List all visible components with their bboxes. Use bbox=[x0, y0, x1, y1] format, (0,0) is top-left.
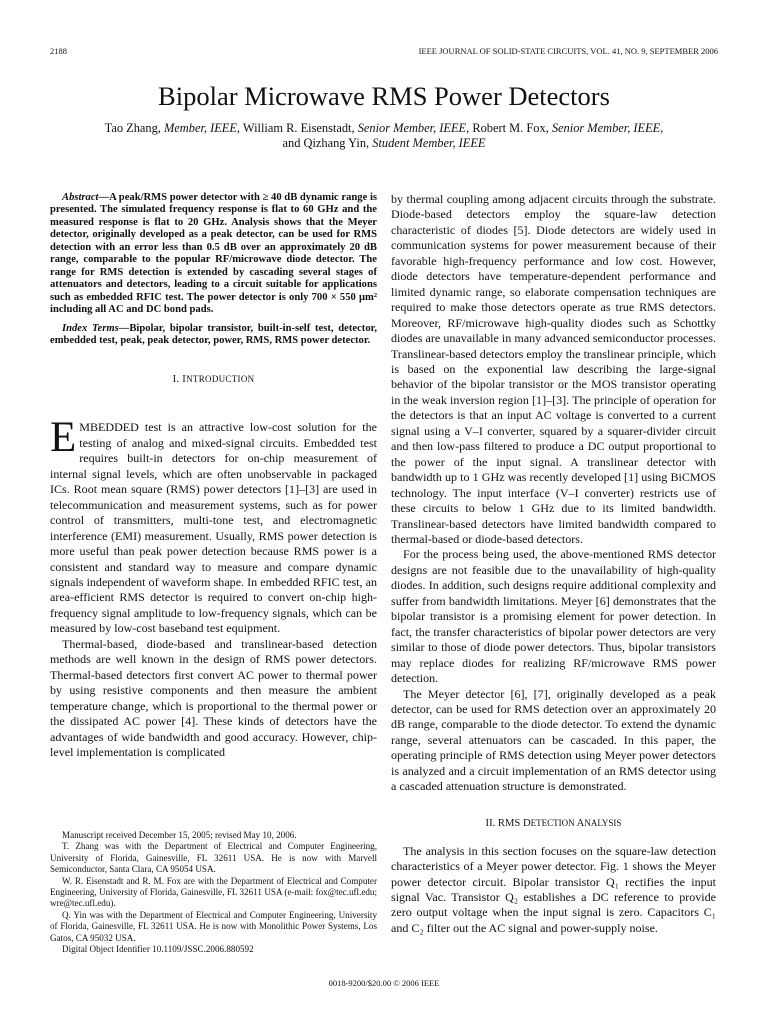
paper-title: Bipolar Microwave RMS Power Detectors bbox=[158, 81, 610, 111]
author-role: Student Member, IEEE bbox=[372, 135, 486, 150]
author-role: Member, IEEE, bbox=[163, 121, 241, 135]
author-name: William R. Eisenstadt, bbox=[242, 121, 355, 135]
author-line-2 bbox=[40, 136, 728, 151]
abstract-label: Abstract bbox=[62, 192, 99, 203]
copyright-footer: 0018-9200/$20.00 © 2006 IEEE bbox=[328, 978, 440, 988]
section-title-part: RMS D bbox=[497, 817, 531, 829]
intro-paragraph-2: Thermal-based, diode-based and translinear-based detection methods are well known in the design of RMS power detectors. Thermal-based detectors first convert AC power to thermal power by using resistive components and then measure the ambient temperature change, which is proportional to the thermal power or the dissipated AC power [4]. These kinds of detectors have the advantages of wide bandwidth and good accuracy. However, chip-level implementation is complicated bbox=[50, 636, 377, 759]
section-title-rest: NTRODUCTION bbox=[186, 374, 255, 385]
section-number: I. bbox=[172, 374, 180, 386]
index-terms-label: Index Terms bbox=[62, 322, 119, 334]
intro-paragraph-1-text: MBEDDED test is an attractive low-cost solution for the testing of analog and mixed-signal circuits. Embedded test requires built-in detectors for on-chip measurement of internal signal levels, which are often unobservable in packaged ICs. Root mean square (RMS) power detectors [1]–[3] are used in telecommunication and measurement systems, such as for power control of transmitters, multi-tone test, and electromagnetic interference (EMI) measurement. Usually, RMS power detection is more useful than peak power detection because RMS power is a consistent and standard way to measure and compare dynamic signals independent of waveform shape. In embedded RFIC test, an area-efficient RMS detector is required to convert on-chip high-frequency signal amplitude to low-frequency signals, which can be measured by low-cost baseband test equipment. bbox=[50, 420, 377, 636]
footnote: W. R. Eisenstadt and R. M. Fox are with the Department of Electrical and Computer Engineering, University of Florida, Gainesville, FL 32611 USA (e-mail: fox@tec.ufl.edu; wre@tec.ufl.edu). bbox=[50, 875, 377, 909]
section-title-part: NALYSIS bbox=[584, 817, 622, 828]
section-title-part: ETECTION bbox=[530, 817, 575, 828]
footnote: Q. Yin was with the Department of Electrical and Computer Engineering, University of Florida, Gainesville, FL 32611 USA. He is now with Monolithic Power Systems, Los Gatos, CA 95032 USA. bbox=[50, 909, 377, 943]
author-role: Senior Member, IEEE, bbox=[551, 121, 664, 135]
abstract bbox=[50, 192, 377, 317]
footnotes bbox=[50, 830, 377, 955]
section-number: II. bbox=[485, 817, 496, 829]
author-line-1 bbox=[40, 121, 728, 136]
author-conjunction: and bbox=[282, 135, 301, 150]
index-terms bbox=[50, 323, 377, 348]
abstract-text: —A peak/RMS power detector with ≥ 40 dB dynamic range is presented. The simulated frequency response is flat to 60 GHz and the measured response is flat to 20 GHz. Analysis shows that the Meyer detector, originally developed as a peak detector, can be used for RMS detection with an error less than 0.5 dB over an approximately 20 dB range, comparable to the popular RF/microwave diode detector. The range for RMS detection is extended by cascading several stages of attenuators and detectors, leading to a circuit suitable for applications such as embedded RFIC test. The power detector is only 700 × 550 μm² including all AC and DC bond pads. bbox=[50, 192, 378, 316]
right-paragraph-4: The analysis in this section focuses on the square-law detection characteristics of a Meyer power detector. Fig. 1 shows the Meyer power detector circuit. Bipolar transistor Q₁ rectifies the input signal Vac. Transistor Q₂ establishes a DC reference to provide zero output voltage when the input signal is zero. Capacitors C₁ and C₂ filter out the AC signal and power-supply noise. bbox=[391, 843, 716, 935]
section-heading-rms-analysis bbox=[391, 817, 716, 830]
right-column bbox=[391, 192, 716, 936]
page-number: 2188 bbox=[50, 46, 67, 56]
section-title-part: A bbox=[574, 817, 585, 829]
section-heading-introduction bbox=[50, 373, 377, 386]
author-name: Qizhang Yin, bbox=[303, 135, 370, 150]
journal-header: IEEE JOURNAL OF SOLID-STATE CIRCUITS, VOL. 41, NO. 9, SEPTEMBER 2006 bbox=[418, 46, 718, 56]
author-list bbox=[40, 121, 728, 150]
author-name: Tao Zhang, bbox=[104, 121, 161, 135]
right-paragraph-1: by thermal coupling among adjacent circuits through the substrate. Diode-based detectors employ the square-law detection characteristic of diodes [5]. Diode detectors are widely used in communication systems for power measurement because of their favorable high-frequency performance and low cost. However, diode detectors have temperature-dependent performance and limited dynamic range, so elaborate compensation techniques are required to make those detectors operate as true RMS detectors. Moreover, RF/microwave high-quality diodes such as Schottky diodes are unavailable in many advanced semiconductor processes. Translinear-based detectors employ the translinear principle, which is based on the exponential law describing the large-signal behavior of the bipolar transistor or the MOS transistor operating in the weak inversion region [1]–[3]. The principle of operation for the detectors is that an input AC voltage is converted to a current signal using a V–I converter, squared by a squarer-divider circuit and then low-pass filtered to produce a DC output proportional to the power of the input signal. A translinear detector with bandwidth up to 1 GHz was recently developed [1] using BiCMOS technology. The input interface (V–I converter) restricts use of these circuits to below 1 GHz due to its limited bandwidth. Translinear-based detectors have limited bandwidth compared to thermal-based or diode-based detectors. bbox=[391, 192, 716, 546]
right-paragraph-2: For the process being used, the above-mentioned RMS detector designs are not feasible due to the unavailability of high-quality diodes. In addition, such designs require additional complexity and suffer from bandwidth limitations. Meyer [6] demonstrates that the bipolar transistor is a promising element for power detection. In fact, the transfer characteristics of bipolar power detectors are very similar to those of diode power detectors. Thus, bipolar transistors may replace diodes for realizing RF/microwave RMS power detection. bbox=[391, 547, 716, 686]
footnote: T. Zhang was with the Department of Electrical and Computer Engineering, University of Florida, Gainesville, FL 32611 USA. He is now with Marvell Semiconductor, Santa Clara, CA 95054 USA. bbox=[50, 841, 377, 875]
left-column bbox=[50, 192, 377, 760]
intro-paragraph-1 bbox=[50, 414, 377, 636]
section-title-first: I bbox=[182, 374, 187, 386]
right-paragraph-3: The Meyer detector [6], [7], originally developed as a peak detector, can be used for RMS detection over an approximately 20 dB range, comparable to the diode detector. To extend the dynamic range, several attenuators can be cascaded. In this paper, the operating principle of RMS detection using Meyer power detectors is analyzed and a circuit implementation of an RMS detector using a cascaded attenuation structure is demonstrated. bbox=[391, 686, 716, 794]
index-terms-text: —Bipolar, bipolar transistor, built-in-self test, detector, embedded test, peak, peak detector, power, RMS, RMS power detector. bbox=[50, 322, 377, 346]
drop-cap: E bbox=[50, 414, 77, 462]
author-name: Robert M. Fox, bbox=[472, 121, 549, 135]
footnote: Manuscript received December 15, 2005; revised May 10, 2006. bbox=[62, 830, 297, 840]
footnote: Digital Object Identifier 10.1109/JSSC.2006.880592 bbox=[62, 944, 254, 955]
author-role: Senior Member, IEEE, bbox=[357, 121, 470, 135]
